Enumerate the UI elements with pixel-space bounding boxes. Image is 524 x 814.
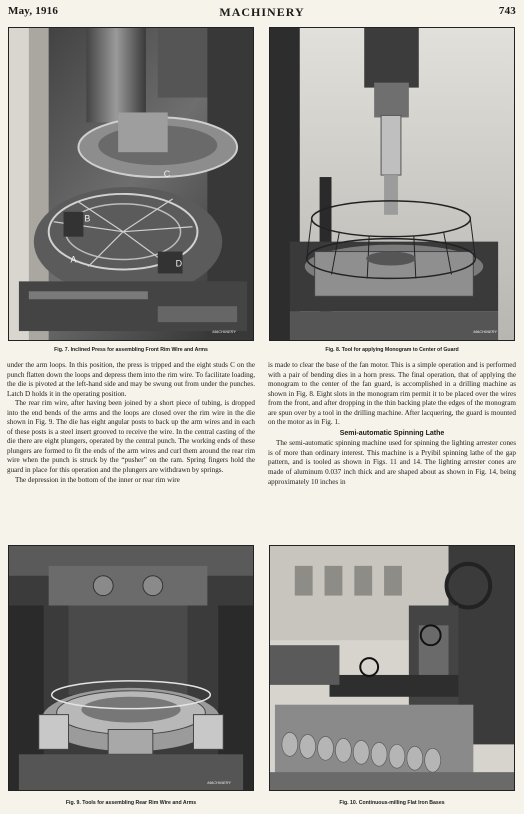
fig9-caption: Fig. 9. Tools for assembling Rear Rim Wire and Arms [65, 800, 197, 806]
fig7-label-b: B [84, 213, 91, 224]
fig7-photo [8, 27, 254, 341]
page-number: 743 [498, 5, 516, 17]
right-column [268, 361, 516, 487]
fig8-photo [269, 27, 515, 341]
fig8-watermark: MACHINERY [473, 329, 497, 335]
fig8-caption: Fig. 8. Tool for applying Monogram to Center of Guard [325, 347, 459, 353]
left-column [7, 361, 255, 485]
left-paragraph-2: The rear rim wire, after having been joined by a short piece of tubing, is dropped into the end bends of the arms and the loops are closed over the rim wire in the die shown in Fig. 9. The die has eight angular posts to back up the arm wires and in each of these posts is a steel insert grooved to receive the wire. In the central casting of the die there are eight plungers, operated by the central punch. The working ends of these plungers are formed to fit the ends of the arm wires and curl them around the rear rim wire when the punch is struck by the “pusher” on the ram. Spring fingers hold the guard in place for this operation and the plungers are withdrawn by springs. [7, 399, 255, 475]
fig10-photo [269, 545, 515, 791]
fig7-watermark: MACHINERY [212, 329, 236, 335]
issue-date: May, 1916 [8, 5, 59, 17]
right-paragraph-2: The semi-automatic spinning machine used for spinning the lighting arrester cones is of more than ordinary interest. This machine is a Pryibil spinning lathe of the gap pattern, and is tooled as shown in Figs. 11 and 14. The lighting arrester cones are made of aluminum 0.037 inch thick and are shaped about as shown in Fig. 14, being approximately 10 inches in [268, 439, 516, 486]
fig7-caption: Fig. 7. Inclined Press for assembling Front Rim Wire and Arms [54, 347, 208, 353]
journal-title: MACHINERY [219, 5, 305, 19]
section-heading: Semi-automatic Spinning Lathe [339, 429, 445, 437]
running-header [8, 5, 516, 19]
left-paragraph-1: under the arm loops. In this position, the press is tripped and the eight studs C on the punch flatten down the loops and depress them into the rim wire. To facilitate loading, the die is pivoted at the left-hand side and may be swung out from under the punches. Latch D holds it in the operating position. [7, 361, 255, 398]
left-paragraph-3: The depression in the bottom of the inner or rear rim wire [15, 475, 180, 484]
fig10-caption: Fig. 10. Continuous-milling Flat Iron Bases [339, 800, 445, 806]
fig7-label-a: A [70, 254, 77, 265]
fig9-photo [8, 545, 254, 791]
fig9-watermark: MACHINERY [207, 780, 231, 786]
right-paragraph-1: is made to clear the base of the fan motor. This is a simple operation and is performed with a pair of bending dies in a horn press. The final operation, that of applying the monogram to the center of the fan guard, is accomplished in a drilling machine as shown in Fig. 8. Eight slots in the monogram rim permit it to be placed over the wires from the front, and after dropping in the thin backing plate the edges of the monogram are spun over by a tool in the drilling machine. After lacquering, the guard is mounted on the motor as in Fig. 1. [268, 361, 516, 427]
fig7-label-d: D [175, 258, 183, 269]
fig7-label-c: C [163, 169, 171, 180]
